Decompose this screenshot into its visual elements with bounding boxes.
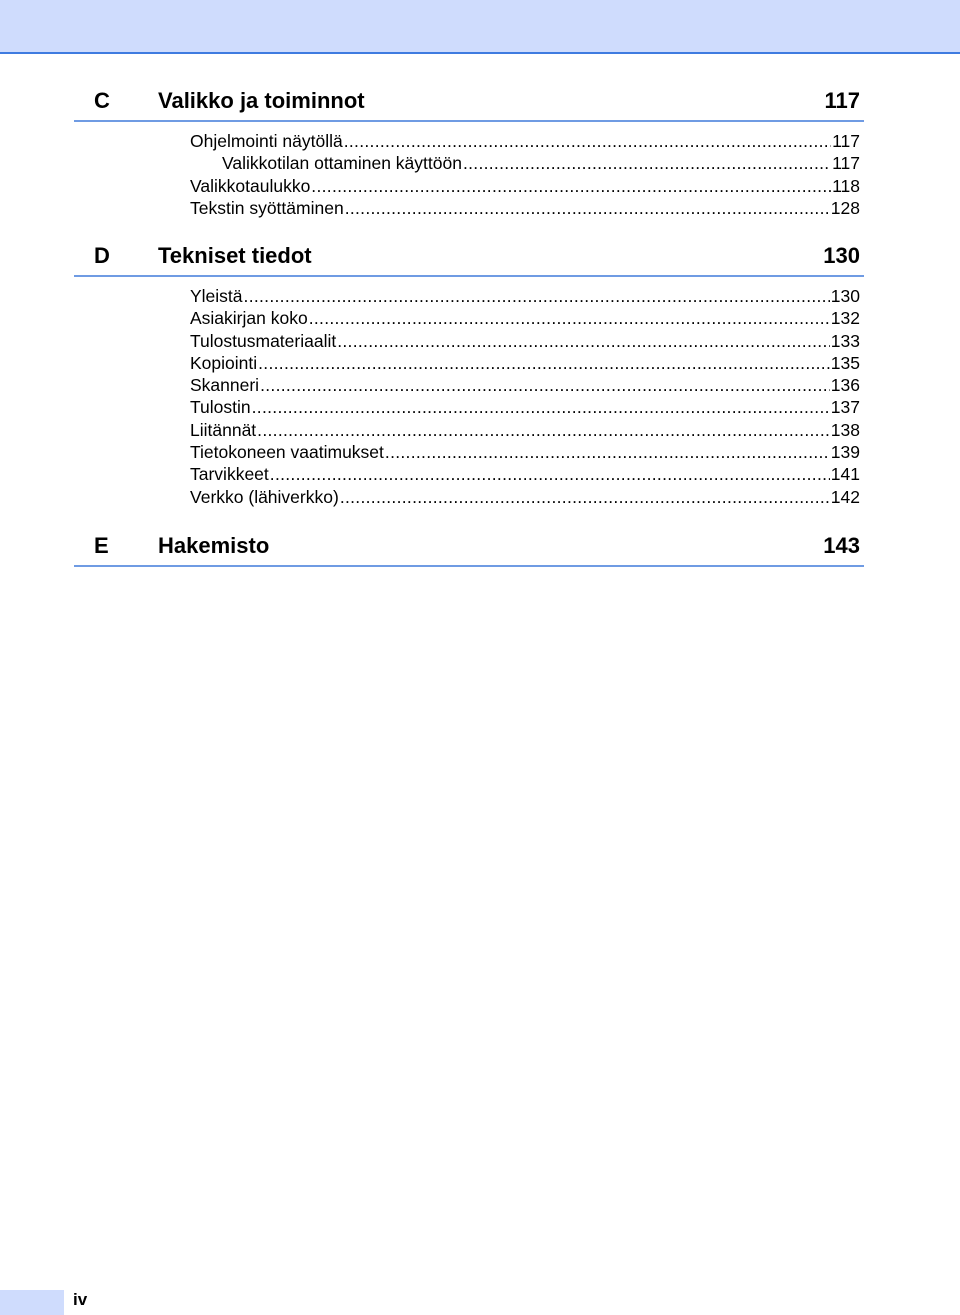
chapter-entries xyxy=(74,130,864,219)
chapter-letter: E xyxy=(94,533,109,558)
toc-entry-page: 141 xyxy=(830,464,860,485)
toc-entry[interactable] xyxy=(74,463,864,485)
toc-entry-title: Asiakirjan koko xyxy=(190,308,308,329)
chapter-c xyxy=(74,84,864,219)
toc-entry-page: 138 xyxy=(830,419,860,440)
toc-entry-page: 136 xyxy=(830,375,860,396)
dot-leader xyxy=(345,197,830,219)
toc-entry[interactable] xyxy=(74,330,864,352)
toc-entry-title: Skanneri xyxy=(190,375,260,396)
chapter-heading[interactable] xyxy=(74,239,864,277)
chapter-entries xyxy=(74,285,864,508)
toc-entry-title: Tietokoneen vaatimukset xyxy=(190,442,384,463)
toc-entry-title: Tulostusmateriaalit xyxy=(190,330,337,351)
header-band xyxy=(0,0,960,54)
dot-leader xyxy=(337,330,830,352)
chapter-page-number: 143 xyxy=(823,533,860,558)
chapter-letter: D xyxy=(94,243,110,268)
chapter-page-number: 117 xyxy=(824,88,860,113)
toc-entry[interactable] xyxy=(74,197,864,219)
dot-leader xyxy=(463,152,831,174)
chapter-d xyxy=(74,239,864,508)
dot-leader xyxy=(344,130,831,152)
toc-entry-page: 142 xyxy=(830,486,860,507)
toc-entry-page: 139 xyxy=(830,442,860,463)
toc-entry[interactable] xyxy=(74,419,864,441)
toc-entry[interactable] xyxy=(74,396,864,418)
toc-entry-title: Yleistä xyxy=(190,286,243,306)
toc-entry-title: Ohjelmointi näytöllä xyxy=(190,131,343,151)
toc-entry-title: Verkko (lähiverkko) xyxy=(190,486,339,507)
chapter-page-number: 130 xyxy=(823,243,860,268)
toc-entry-title: Valikkotilan ottaminen käyttöön xyxy=(222,153,462,174)
toc-entry-page: 130 xyxy=(830,286,860,306)
chapter-title: Hakemisto xyxy=(158,533,270,558)
toc-entry-title: Tulostin xyxy=(190,397,251,418)
footer-page-number: iv xyxy=(73,1290,88,1309)
chapter-e xyxy=(74,529,864,567)
toc-entry[interactable] xyxy=(74,374,864,396)
toc-entry[interactable] xyxy=(74,285,864,307)
chapter-title: Tekniset tiedot xyxy=(158,243,312,268)
dot-leader xyxy=(252,396,830,418)
toc-subentry[interactable] xyxy=(74,152,864,174)
toc-entry[interactable] xyxy=(74,130,864,152)
toc-entry-page: 132 xyxy=(830,308,860,329)
dot-leader xyxy=(258,352,830,374)
dot-leader xyxy=(270,463,830,485)
toc-entry-page: 118 xyxy=(832,175,860,196)
dot-leader xyxy=(309,307,830,329)
footer-tab xyxy=(0,1290,64,1315)
dot-leader xyxy=(340,486,830,508)
toc-entry-title: Tarvikkeet xyxy=(190,464,269,485)
toc-entry-title: Kopiointi xyxy=(190,352,258,373)
toc-entry-title: Valikkotaulukko xyxy=(190,175,311,196)
dot-leader xyxy=(244,285,830,307)
toc-entry-page: 135 xyxy=(830,352,860,373)
dot-leader xyxy=(385,441,830,463)
dot-leader xyxy=(260,374,830,396)
toc-entry[interactable] xyxy=(74,175,864,197)
toc-entry-page: 117 xyxy=(832,153,860,174)
toc-entry-title: Liitännät xyxy=(190,419,257,440)
chapter-heading[interactable] xyxy=(74,84,864,122)
chapter-letter: C xyxy=(94,88,110,113)
toc-entry-page: 117 xyxy=(832,131,860,151)
chapter-title: Valikko ja toiminnot xyxy=(158,88,365,113)
toc-entry-page: 128 xyxy=(830,197,860,218)
chapter-heading[interactable] xyxy=(74,529,864,567)
toc-entry-page: 133 xyxy=(830,330,860,351)
toc-entry[interactable] xyxy=(74,352,864,374)
toc-entry[interactable] xyxy=(74,307,864,329)
dot-leader xyxy=(311,175,831,197)
dot-leader xyxy=(257,419,830,441)
toc-entry-title: Tekstin syöttäminen xyxy=(190,197,344,218)
toc-entry[interactable] xyxy=(74,486,864,508)
toc-entry-page: 137 xyxy=(830,397,860,418)
toc-entry[interactable] xyxy=(74,441,864,463)
